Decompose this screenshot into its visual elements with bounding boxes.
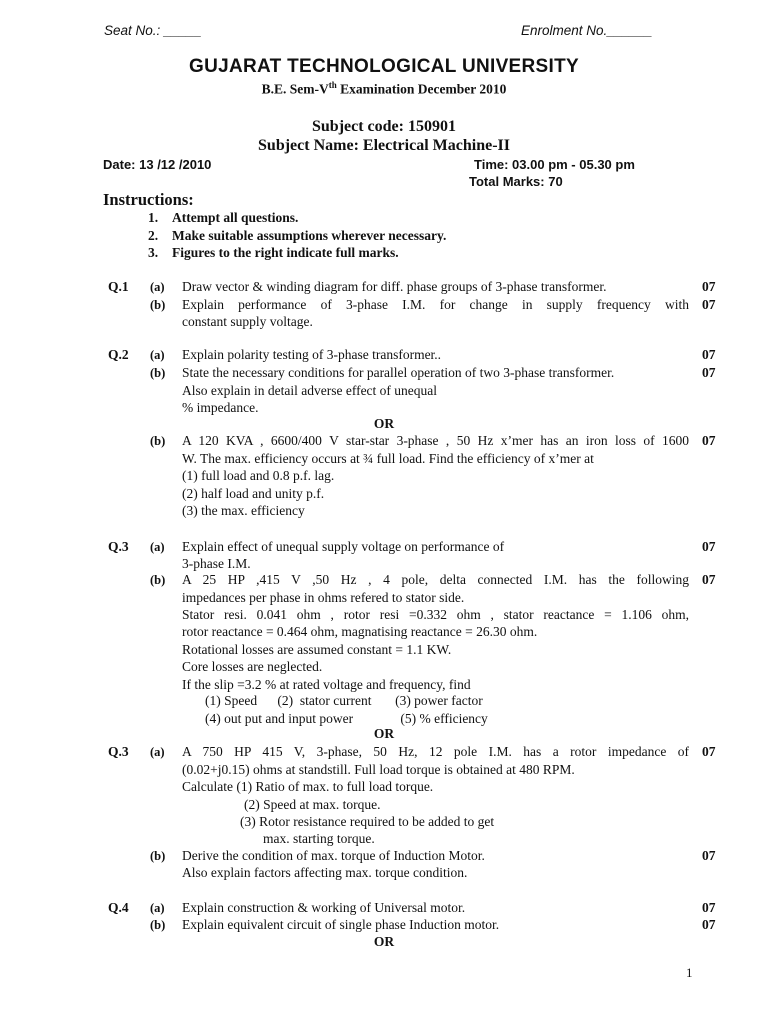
question-text: (2) Speed at max. torque. — [244, 797, 381, 812]
exam-title: B.E. Sem-Vth Examination December 2010 — [261, 80, 507, 97]
part-label: (a) — [150, 280, 165, 294]
question-text: Explain equivalent circuit of single phase Induction motor. — [182, 917, 500, 932]
instruction-item: 1. Attempt all questions. — [148, 210, 299, 225]
question-number: Q.1 — [108, 279, 129, 294]
part-label: (b) — [150, 918, 166, 932]
question-text: (1) Speed (2) stator current (3) power factor — [205, 693, 483, 708]
marks: 07 — [702, 433, 716, 448]
question-text: Explain polarity testing of 3-phase transformer.. — [182, 347, 442, 362]
question-number: Q.4 — [108, 900, 129, 915]
instruction-item: 3. Figures to the right indicate full marks. — [148, 245, 399, 260]
or-separator: OR — [373, 726, 395, 741]
question-text: max. starting torque. — [263, 831, 375, 846]
part-label: (b) — [150, 298, 166, 312]
or-separator: OR — [373, 416, 395, 431]
question-text: (4) out put and input power (5) % efficiency — [205, 711, 488, 726]
marks: 07 — [702, 917, 716, 932]
question-text: (1) full load and 0.8 p.f. lag. — [182, 468, 335, 483]
marks: 07 — [702, 365, 716, 380]
question-text: (3) Rotor resistance required to be added to get — [240, 814, 495, 829]
part-label: (b) — [150, 434, 166, 448]
question-text: % impedance. — [182, 400, 259, 415]
exam-date: Date: 13 /12 /2010 — [103, 157, 212, 172]
question-text: A 120 KVA , 6600/400 V star-star 3-phase , 50 Hz x’mer has an iron loss of 1600 — [182, 433, 689, 448]
question-text: Rotational losses are assumed constant = 1.1 KW. — [182, 642, 452, 657]
question-text: Also explain in detail adverse effect of unequal — [182, 383, 438, 398]
question-text: Calculate (1) Ratio of max. to full load torque. — [182, 779, 434, 794]
part-label: (b) — [150, 366, 166, 380]
marks: 07 — [702, 572, 716, 587]
seat-number: Seat No.: _____ — [104, 23, 202, 38]
exam-time: Time: 03.00 pm - 05.30 pm — [474, 157, 635, 172]
question-text: Core losses are neglected. — [182, 659, 323, 674]
marks: 07 — [702, 744, 716, 759]
marks: 07 — [702, 279, 716, 294]
instructions-heading: Instructions: — [103, 190, 194, 209]
part-label: (b) — [150, 573, 166, 587]
question-text: A 750 HP 415 V, 3-phase, 50 Hz, 12 pole I.M. has a rotor impedance of — [182, 744, 689, 759]
total-marks: Total Marks: 70 — [469, 174, 563, 189]
page-number: 1 — [686, 965, 693, 980]
question-text: Explain effect of unequal supply voltage on performance of — [182, 539, 505, 554]
question-text: Explain construction & working of Universal motor. — [182, 900, 466, 915]
question-text: W. The max. efficiency occurs at ¾ full load. Find the efficiency of x’mer at — [182, 451, 594, 466]
marks: 07 — [702, 297, 716, 312]
question-number: Q.2 — [108, 347, 129, 362]
question-text: State the necessary conditions for parallel operation of two 3-phase transformer. — [182, 365, 615, 380]
marks: 07 — [702, 539, 716, 554]
question-text: Stator resi. 0.041 ohm , rotor resi =0.332 ohm , stator reactance = 1.106 ohm, — [182, 607, 689, 622]
part-label: (a) — [150, 901, 165, 915]
marks: 07 — [702, 848, 716, 863]
question-text: impedances per phase in ohms refered to stator side. — [182, 590, 465, 605]
question-number: Q.3 — [108, 744, 129, 759]
marks: 07 — [702, 900, 716, 915]
question-text: If the slip =3.2 % at rated voltage and frequency, find — [182, 677, 471, 692]
subject-code: Subject code: 150901 — [312, 118, 456, 135]
question-text: constant supply voltage. — [182, 314, 313, 329]
university-name: GUJARAT TECHNOLOGICAL UNIVERSITY — [189, 56, 579, 77]
question-number: Q.3 — [108, 539, 129, 554]
part-label: (a) — [150, 745, 165, 759]
question-text: Also explain factors affecting max. torque condition. — [182, 865, 468, 880]
part-label: (b) — [150, 849, 166, 863]
question-text: (3) the max. efficiency — [182, 503, 305, 518]
instruction-item: 2. Make suitable assumptions wherever necessary. — [148, 228, 447, 243]
or-separator: OR — [373, 934, 395, 949]
enrolment-number: Enrolment No.______ — [521, 23, 653, 38]
part-label: (a) — [150, 540, 165, 554]
question-text: 3-phase I.M. — [182, 556, 251, 571]
question-text: Draw vector & winding diagram for diff. phase groups of 3-phase transformer. — [182, 279, 607, 294]
question-text: A 25 HP ,415 V ,50 Hz , 4 pole, delta connected I.M. has the following — [182, 572, 689, 587]
question-text: Explain performance of 3-phase I.M. for change in supply frequency with — [182, 297, 689, 312]
part-label: (a) — [150, 348, 165, 362]
marks: 07 — [702, 347, 716, 362]
subject-name: Subject Name: Electrical Machine-II — [258, 137, 510, 154]
question-text: (2) half load and unity p.f. — [182, 486, 325, 501]
question-text: rotor reactance = 0.464 ohm, magnatising reactance = 26.30 ohm. — [182, 624, 538, 639]
question-text: Derive the condition of max. torque of Induction Motor. — [182, 848, 485, 863]
question-text: (0.02+j0.15) ohms at standstill. Full load torque is obtained at 480 RPM. — [182, 762, 575, 777]
